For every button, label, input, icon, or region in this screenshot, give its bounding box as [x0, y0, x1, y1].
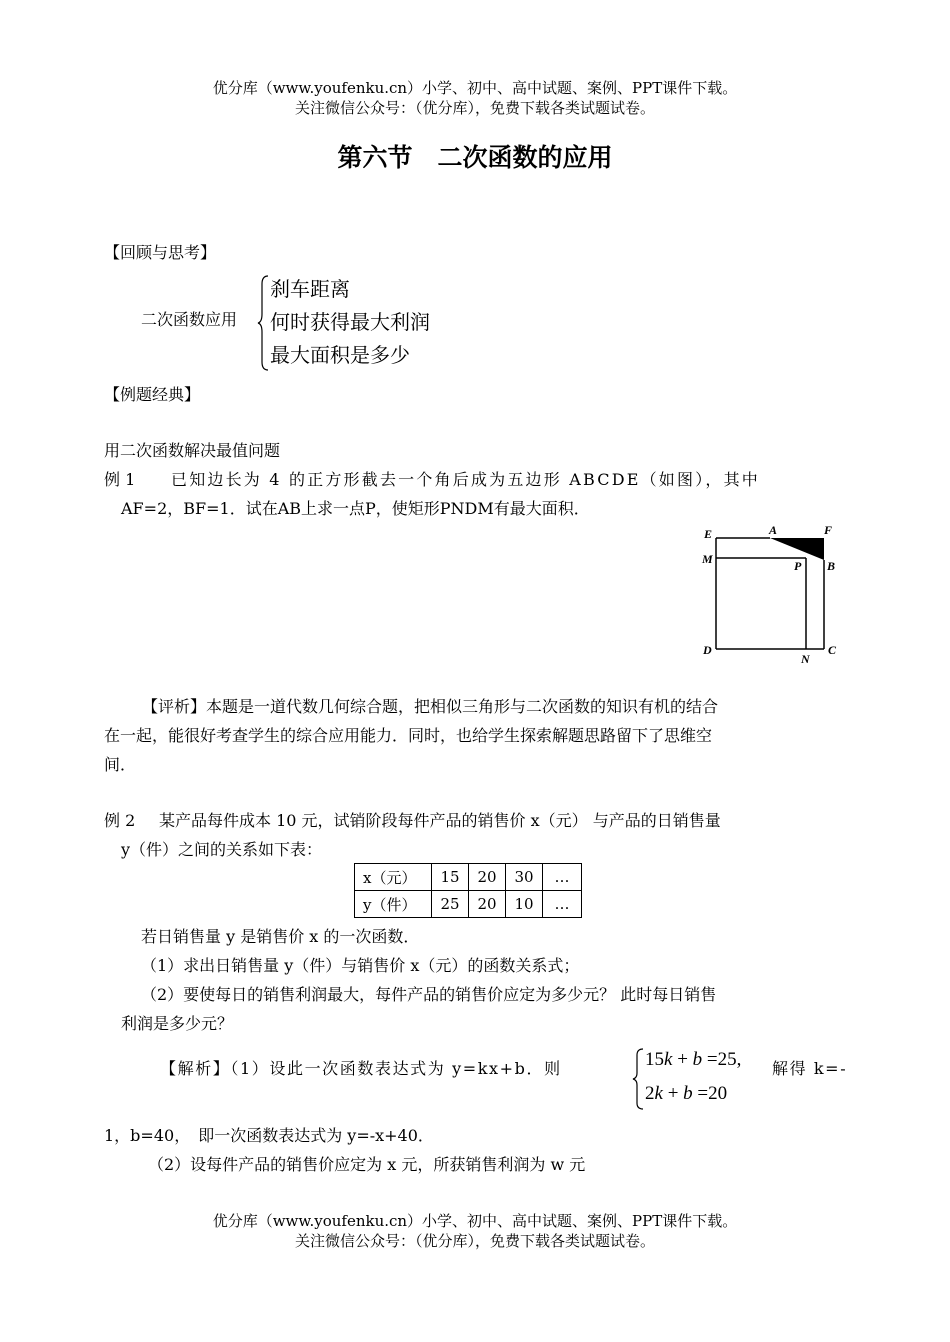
example1-text-2: AF=2，BF=1．试在AB上求一点P，使矩形PNDM有最大面积． — [121, 499, 590, 518]
equation-2: 2k + b =20 — [645, 1083, 728, 1104]
table-cell: x（元） — [355, 864, 432, 891]
equation-brace — [631, 1047, 645, 1111]
review-root: 二次函数应用 — [141, 310, 238, 329]
example1-text-1: 已知边长为 4 的正方形截去一个角后成为五边形 ABCDE（如图），其中 — [171, 470, 760, 489]
table-cell: 10 — [506, 891, 543, 918]
table-cell: … — [543, 864, 582, 891]
equation-1: 15k + b =25, — [645, 1049, 742, 1070]
solution2-line-2: 1，b=40， 即一次函数表达式为 y=-x+40． — [104, 1126, 434, 1145]
analysis1-line-2: 在一起，能很好考查学生的综合应用能力．同时，也给学生探索解题思路留下了思维空 — [104, 726, 713, 745]
example2-text-2: y（件）之间的关系如下表： — [121, 840, 323, 859]
example2-q2-line-2: 利润是多少元？ — [121, 1014, 234, 1033]
label-M: M — [702, 552, 713, 566]
solution2-lead: 【解析】（1）设此一次函数表达式为 y=kx+b．则 — [160, 1059, 562, 1078]
table-cell: 15 — [432, 864, 469, 891]
review-branch-1: 刹车距离 — [270, 277, 350, 301]
review-heading: 【回顾与思考】 — [104, 243, 217, 262]
price-sales-table — [354, 863, 582, 918]
review-branch-3: 最大面积是多少 — [270, 343, 410, 367]
table-cell: 20 — [469, 891, 506, 918]
footer-line-2: 关注微信公众号：（优分库），免费下载各类试题试卷。 — [294, 1232, 655, 1250]
label-F: F — [824, 523, 833, 537]
example2-q2-line-1: （2）要使每日的销售利润最大，每件产品的销售价应定为多少元？ 此时每日销售 — [141, 985, 717, 1004]
cut-triangle — [770, 538, 824, 560]
example2-condition: 若日销售量 y 是销售价 x 的一次函数． — [141, 927, 420, 946]
analysis1-line-3: 间． — [104, 755, 137, 774]
analysis1-line-1: 【评析】本题是一道代数几何综合题，把相似三角形与二次函数的知识有机的结合 — [142, 697, 719, 716]
table-row — [355, 891, 582, 918]
example1-figure — [700, 520, 850, 665]
table-cell: … — [543, 891, 582, 918]
example2-label: 例 2 — [104, 811, 136, 830]
example2-text-1: 某产品每件成本 10 元，试销阶段每件产品的销售价 x（元） 与产品的日销售量 — [159, 811, 721, 830]
page-title: 第六节 二次函数的应用 — [337, 143, 613, 172]
label-B: B — [827, 559, 836, 573]
review-branch-2: 何时获得最大利润 — [270, 310, 430, 334]
solution2-result-tail: 解得 k=- — [772, 1059, 848, 1078]
table-cell: y（件） — [355, 891, 432, 918]
header-line-1: 优分库（www.youfenku.cn）小学、初中、高中试题、案例、PPT课件下载。 — [212, 79, 738, 97]
footer-line-1: 优分库（www.youfenku.cn）小学、初中、高中试题、案例、PPT课件下载。 — [212, 1212, 738, 1230]
label-N: N — [801, 652, 810, 665]
example1-label: 例 1 — [104, 470, 136, 489]
label-D: D — [703, 643, 712, 657]
header-line-2: 关注微信公众号：（优分库），免费下载各类试题试卷。 — [294, 99, 655, 117]
solution2-part-2: （2）设每件产品的销售价应定为 x 元，所获销售利润为 w 元 — [148, 1155, 586, 1174]
examples-heading: 【例题经典】 — [104, 385, 201, 404]
label-A: A — [769, 523, 778, 537]
table-row — [355, 864, 582, 891]
topic-line: 用二次函数解决最值问题 — [104, 441, 281, 460]
example2-q1: （1）求出日销售量 y（件）与销售价 x（元）的函数关系式； — [141, 956, 580, 975]
label-C: C — [828, 643, 837, 657]
label-P: P — [794, 559, 802, 573]
table-cell: 20 — [469, 864, 506, 891]
review-brace — [256, 274, 270, 372]
table-cell: 25 — [432, 891, 469, 918]
table-cell: 30 — [506, 864, 543, 891]
label-E: E — [704, 527, 713, 541]
